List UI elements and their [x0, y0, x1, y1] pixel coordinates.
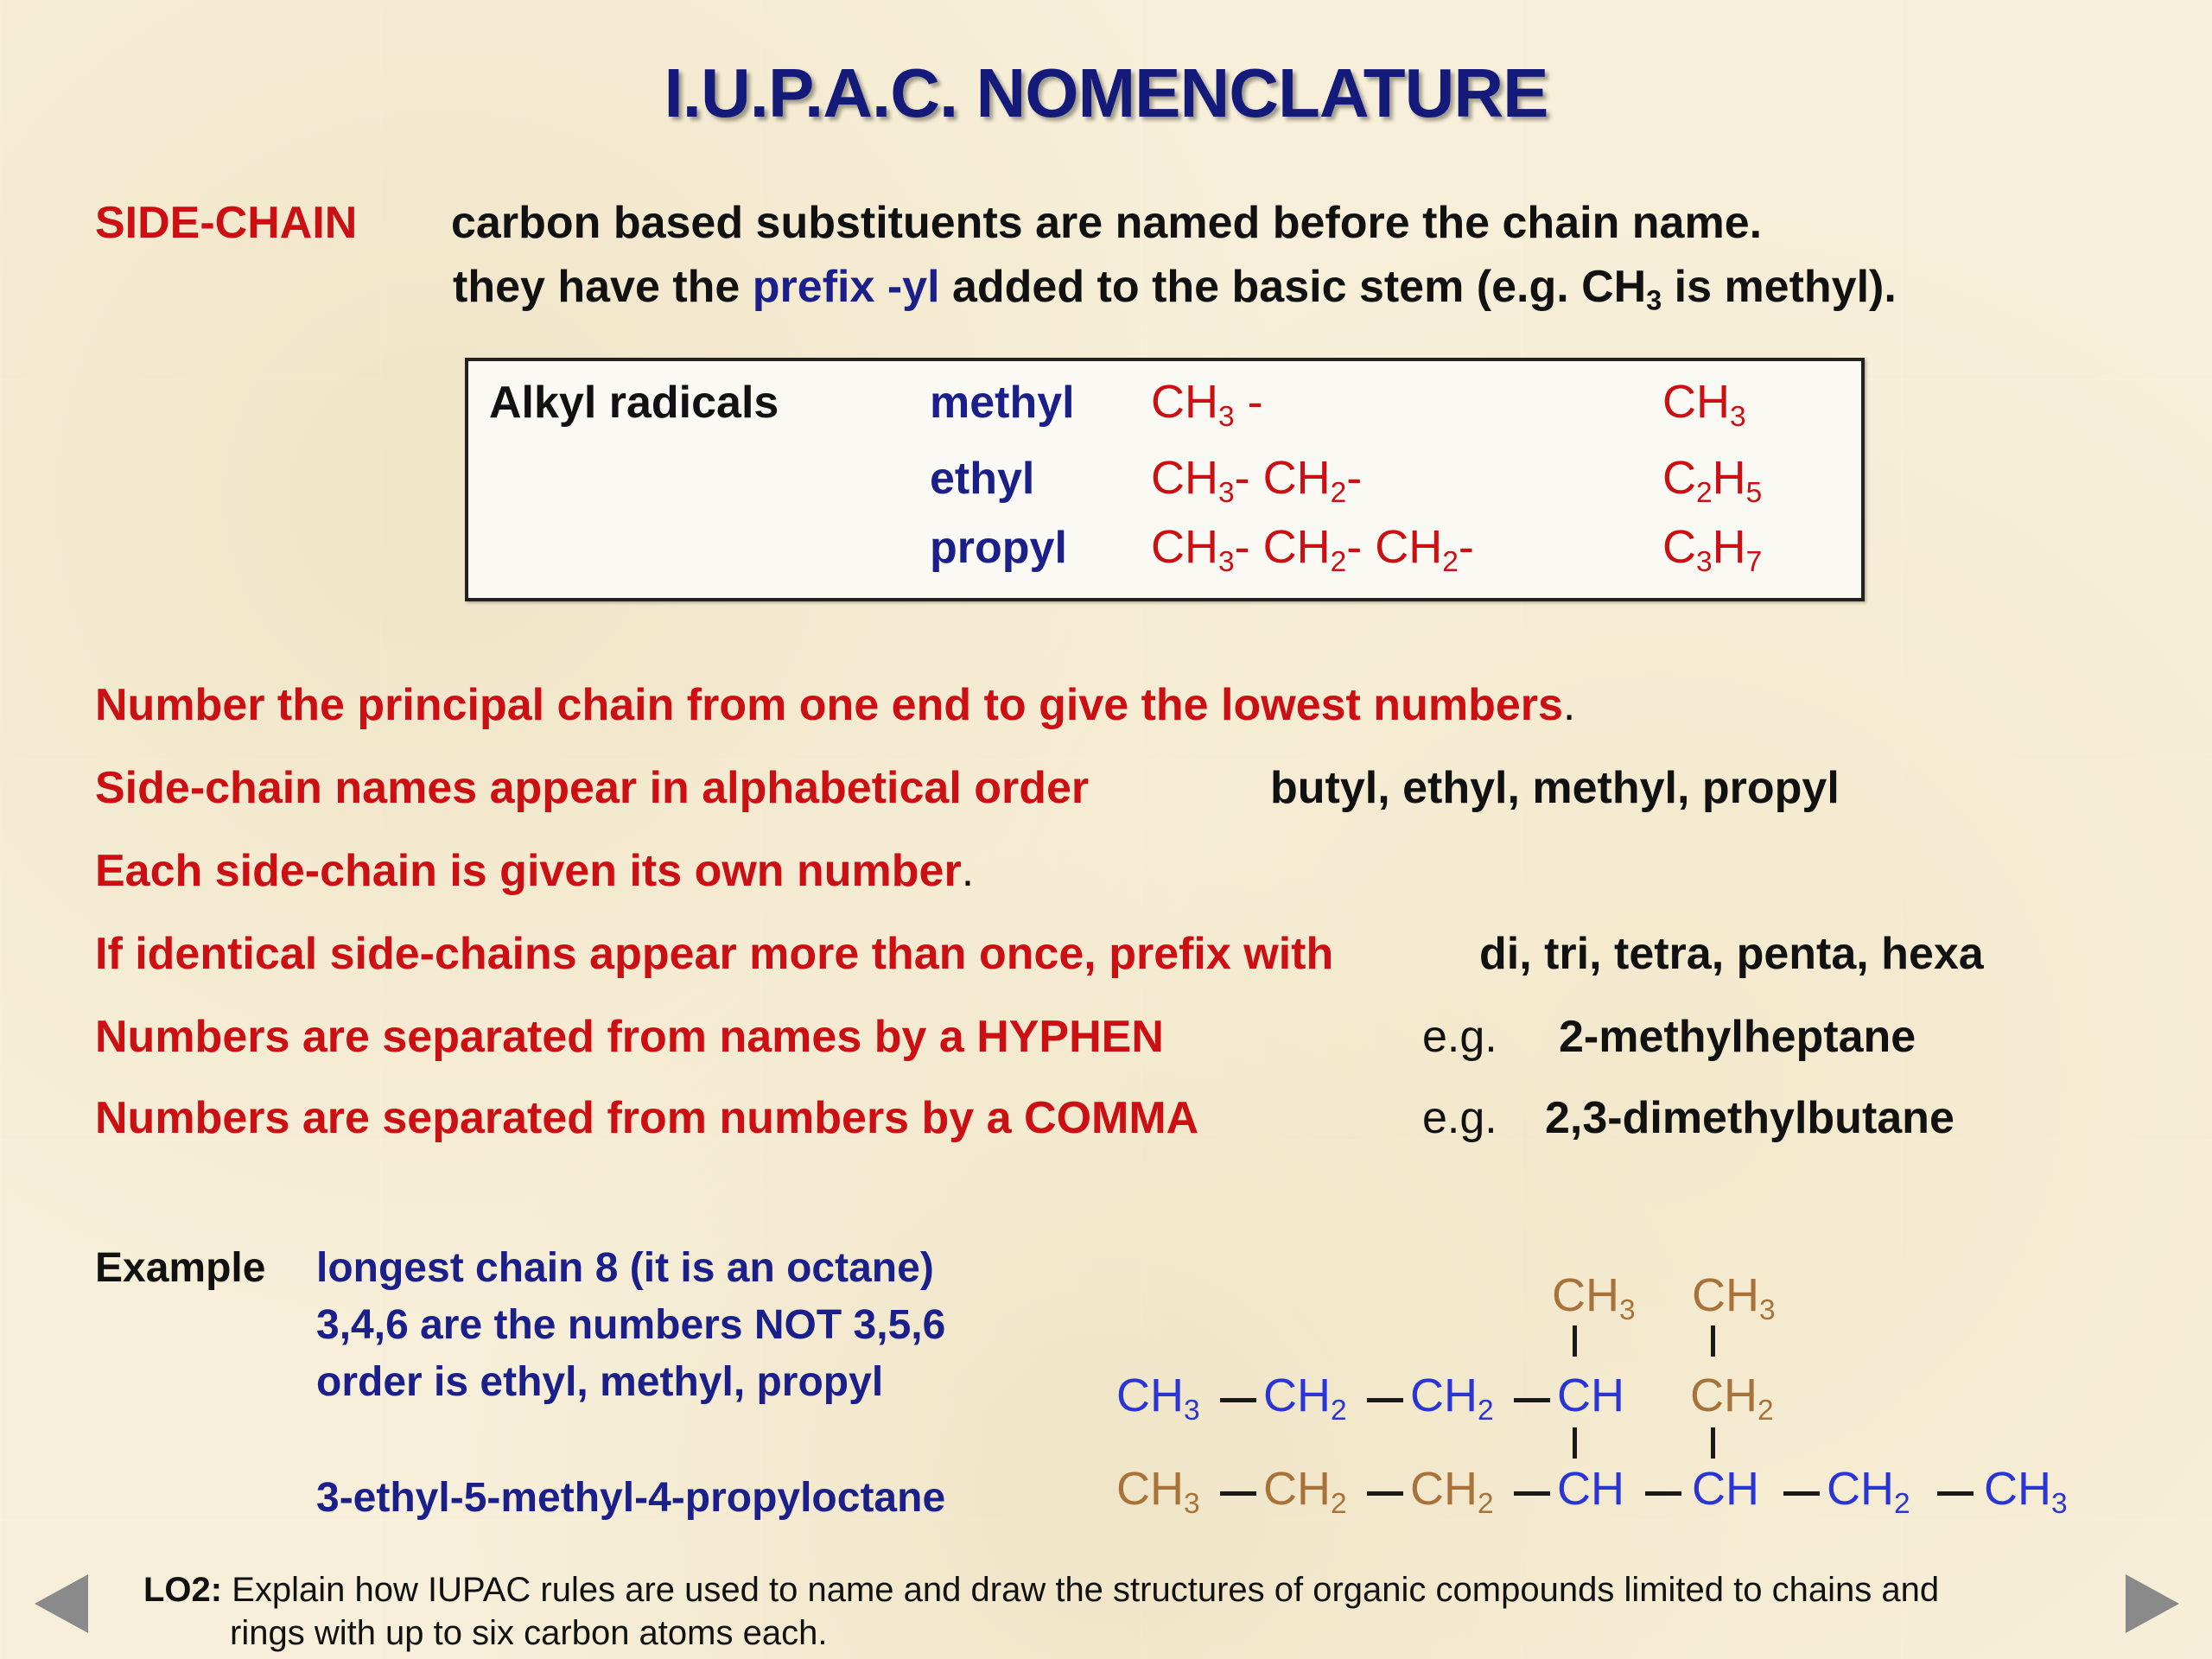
learning-objective-line2: rings with up to six carbon atoms each.	[230, 1614, 828, 1652]
struct-mid-3: $CH_2$	[1410, 1370, 1494, 1427]
struct-bot-7: $CH_3$	[1984, 1463, 2068, 1521]
bond-horizontal	[1220, 1491, 1256, 1496]
bond-vertical	[1711, 1325, 1715, 1357]
rule-6-example: 2,3-dimethylbutane	[1545, 1093, 1955, 1143]
bond-horizontal	[1367, 1398, 1403, 1402]
struct-mid-4: CH	[1557, 1370, 1624, 1421]
example-answer: 3-ethyl-5-methyl-4-propyloctane	[316, 1475, 946, 1521]
struct-bot-2: $CH_2$	[1263, 1463, 1347, 1521]
struct-bot-1: $CH_3$	[1116, 1463, 1200, 1521]
bond-horizontal	[1367, 1491, 1403, 1496]
example-label: Example	[95, 1245, 266, 1291]
alkyl-formula-propyl: $CH_3-$ $CH_2-$ $CH_2-$	[1151, 521, 1474, 579]
rule-6: Numbers are separated from numbers by a COMMA	[95, 1093, 1199, 1143]
bond-horizontal	[1783, 1491, 1820, 1496]
alkyl-name-ethyl: ethyl	[930, 454, 1035, 504]
alkyl-name-propyl: propyl	[930, 523, 1067, 573]
alkyl-table-heading: Alkyl radicals	[489, 378, 779, 428]
struct-bot-4: CH	[1557, 1463, 1624, 1515]
rule-1: Number the principal chain from one end to give the lowest numbers.	[95, 680, 1576, 730]
rule-5-example: 2-methylheptane	[1559, 1012, 1916, 1062]
alkyl-molecular-ethyl: $C_2H_5$	[1662, 452, 1763, 510]
bond-horizontal	[1514, 1491, 1550, 1496]
bond-horizontal	[1514, 1398, 1550, 1402]
example-line-2: 3,4,6 are the numbers NOT 3,5,6	[316, 1302, 946, 1348]
learning-objective-line1: LO2: Explain how IUPAC rules are used to name and draw the structures of organic compounds limited to chains and	[143, 1571, 1940, 1609]
rule-2-example: butyl, ethyl, methyl, propyl	[1270, 763, 1840, 813]
alkyl-molecular-methyl: $CH_3$	[1662, 376, 1746, 434]
rule-6-eg: e.g.	[1422, 1093, 1497, 1143]
bond-vertical	[1573, 1427, 1577, 1459]
rule-5-eg: e.g.	[1422, 1012, 1497, 1062]
bond-horizontal	[1645, 1491, 1681, 1496]
struct-top-ch3-1: $CH_3$	[1552, 1269, 1636, 1327]
struct-mid-1: $CH_3$	[1116, 1370, 1200, 1427]
bond-horizontal	[1220, 1398, 1256, 1402]
side-chain-line1: carbon based substituents are named before the chain name.	[451, 198, 1763, 248]
struct-bot-6: $CH_2$	[1827, 1463, 1910, 1521]
rule-2: Side-chain names appear in alphabetical order	[95, 763, 1090, 813]
page-title: I.U.P.A.C. NOMENCLATURE	[664, 54, 1548, 131]
alkyl-formula-ethyl: $CH_3-$ $CH_2-$	[1151, 452, 1363, 510]
struct-bot-3: $CH_2$	[1410, 1463, 1494, 1521]
struct-bot-5: CH	[1692, 1463, 1759, 1515]
rule-4: If identical side-chains appear more than once, prefix with	[95, 929, 1334, 979]
bond-vertical	[1711, 1427, 1715, 1459]
side-chain-line2: they have the prefix -yl added to the basic stem (e.g. $CH_3$ is methyl).	[453, 262, 1897, 316]
rule-3: Each side-chain is given its own number.	[95, 846, 975, 896]
alkyl-name-methyl: methyl	[930, 378, 1075, 428]
struct-mid-2: $CH_2$	[1263, 1370, 1347, 1427]
alkyl-formula-methyl: $CH_3$ -	[1151, 376, 1263, 434]
struct-mid-branch: $CH_2$	[1690, 1370, 1774, 1427]
bond-vertical	[1573, 1325, 1577, 1357]
alkyl-molecular-propyl: $C_3H_7$	[1662, 521, 1763, 579]
bond-horizontal	[1937, 1491, 1974, 1496]
struct-top-ch3-2: $CH_3$	[1692, 1269, 1776, 1327]
side-chain-label: SIDE-CHAIN	[95, 198, 358, 248]
triangle-left-icon[interactable]	[35, 1574, 88, 1633]
rule-5: Numbers are separated from names by a HYPHEN	[95, 1012, 1164, 1062]
rule-4-example: di, tri, tetra, penta, hexa	[1479, 929, 1984, 979]
triangle-right-icon[interactable]	[2126, 1574, 2179, 1633]
example-line-1: longest chain 8 (it is an octane)	[316, 1245, 934, 1291]
example-line-3: order is ethyl, methyl, propyl	[316, 1359, 884, 1405]
